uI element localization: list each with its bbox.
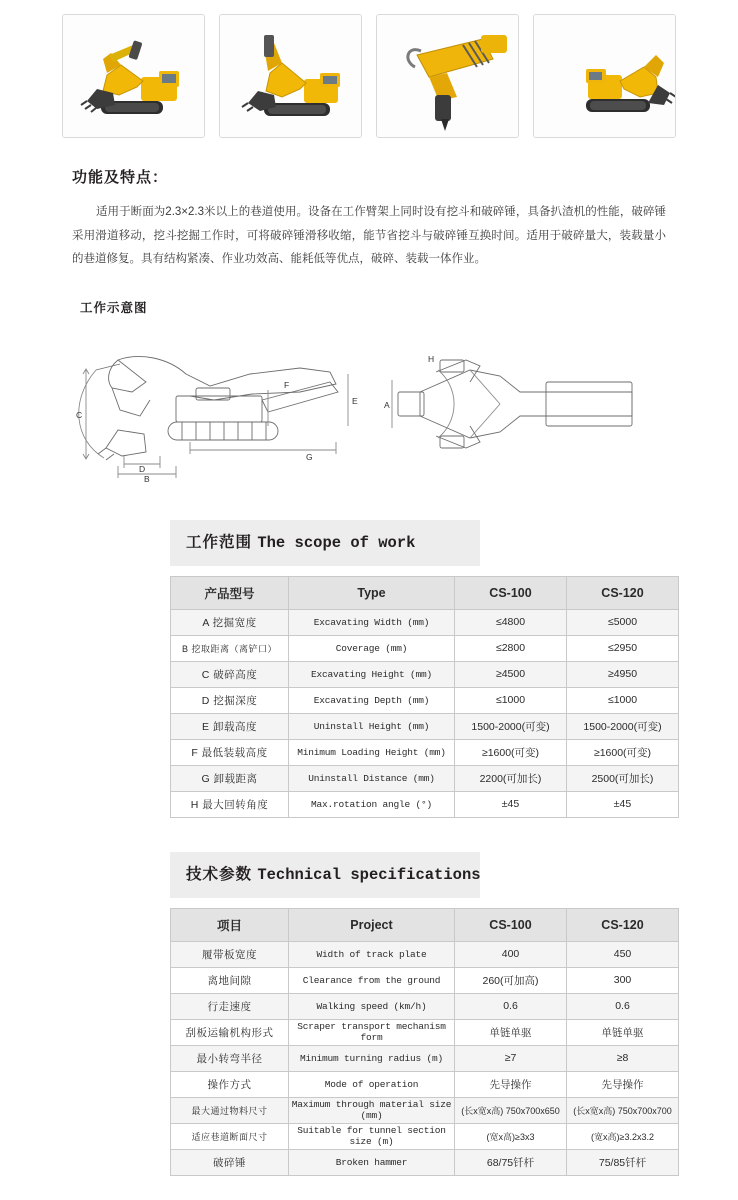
cell-cs100: 1500-2000(可变) (455, 713, 567, 739)
table-row (171, 739, 679, 765)
th-project-cn: 项目 (171, 908, 289, 941)
cell-cs120: 2500(可加长) (567, 765, 679, 791)
cell-en: Minimum Loading Height (mm) (289, 739, 455, 765)
scope-of-work-block (0, 520, 738, 818)
table-header-row (171, 576, 679, 609)
cell-en: Width of track plate (289, 941, 455, 967)
cell-cs100: ≤2800 (455, 635, 567, 661)
table-row (171, 687, 679, 713)
technical-specs-table (170, 908, 679, 1176)
photo-machine-2 (219, 14, 362, 138)
cell-en: Coverage (mm) (289, 635, 455, 661)
cell-cs120: ≤5000 (567, 609, 679, 635)
photo-gallery (0, 0, 738, 138)
cell-cs120: (长x宽x高) 750x700x700 (567, 1097, 679, 1123)
cell-en: Maximum through material size (mm) (289, 1097, 455, 1123)
cell-cs100: ≥4500 (455, 661, 567, 687)
cell-en: Max.rotation angle (°) (289, 791, 455, 817)
svg-text:D: D (139, 463, 146, 474)
table-row (171, 1097, 679, 1123)
cell-label: 适应巷道断面尺寸 (171, 1123, 289, 1149)
cell-en: Clearance from the ground (289, 967, 455, 993)
table-row (171, 1071, 679, 1097)
scope-title-en: The scope of work (257, 533, 416, 552)
table-row (171, 791, 679, 817)
cell-cs100: 400 (455, 941, 567, 967)
cell-label: A 挖掘宽度 (171, 609, 289, 635)
cell-cs100: ≥1600(可变) (455, 739, 567, 765)
th-project-en: Project (289, 908, 455, 941)
cell-cs120: (宽x高)≥3.2x3.2 (567, 1123, 679, 1149)
th-type: Type (289, 576, 455, 609)
svg-text:G: G (306, 451, 313, 462)
cell-en: Uninstall Height (mm) (289, 713, 455, 739)
cell-cs100: ±45 (455, 791, 567, 817)
cell-cs100: 单链单驱 (455, 1019, 567, 1045)
scope-of-work-table (170, 576, 679, 818)
cell-cs120: ≥1600(可变) (567, 739, 679, 765)
cell-en: Excavating Height (mm) (289, 661, 455, 687)
table-row (171, 993, 679, 1019)
cell-cs100: ≤4800 (455, 609, 567, 635)
table-row (171, 1123, 679, 1149)
cell-cs120: 0.6 (567, 993, 679, 1019)
svg-text:B: B (144, 473, 150, 484)
cell-cs120: 75/85钎杆 (567, 1149, 679, 1175)
table-header-row (171, 908, 679, 941)
table-row (171, 713, 679, 739)
cell-label: B 挖取距离（离铲口） (171, 635, 289, 661)
photo-machine-4 (533, 14, 676, 138)
diagram-illustration (0, 330, 738, 520)
diagram-title: 工作示意图 (80, 300, 148, 315)
cell-label: D 挖掘深度 (171, 687, 289, 713)
cell-cs100: (长x宽x高) 750x700x650 (455, 1097, 567, 1123)
photo-machine-1 (62, 14, 205, 138)
cell-label: 行走速度 (171, 993, 289, 1019)
table-row (171, 1045, 679, 1071)
table-row (171, 967, 679, 993)
cell-en: Scraper transport mechanism form (289, 1019, 455, 1045)
cell-label: F 最低装载高度 (171, 739, 289, 765)
cell-label: 破碎锤 (171, 1149, 289, 1175)
cell-cs120: ≥8 (567, 1045, 679, 1071)
cell-label: 履带板宽度 (171, 941, 289, 967)
th-cs100: CS-100 (455, 908, 567, 941)
cell-label: 最小转弯半径 (171, 1045, 289, 1071)
cell-cs120: ≤1000 (567, 687, 679, 713)
th-model: 产品型号 (171, 576, 289, 609)
cell-label: 最大通过物料尺寸 (171, 1097, 289, 1123)
features-section (0, 138, 738, 272)
features-body: 适用于断面为2.3×2.3米以上的巷道使用。设备在工作臂架上同时设有挖斗和破碎锤，具备扒渣机的性能，破碎锤采用滑道移动，挖斗挖掘工作时，可将破碎锤滑移收缩，能节省挖斗与破碎锤互换时间。适用于破碎量大，装载量小的巷道修复。具有结构紧凑、作业功效高、能耗低等优点，破碎、装载一体作业。 (72, 206, 666, 266)
cell-en: Broken hammer (289, 1149, 455, 1175)
specs-title-cn: 技术参数 (186, 865, 253, 883)
table-row (171, 661, 679, 687)
scope-title-cn: 工作范围 (186, 533, 253, 551)
cell-en: Excavating Width (mm) (289, 609, 455, 635)
cell-label: 刮板运输机构形式 (171, 1019, 289, 1045)
table-row (171, 609, 679, 635)
technical-specs-block (0, 852, 738, 1176)
cell-label: H 最大回转角度 (171, 791, 289, 817)
cell-cs120: 300 (567, 967, 679, 993)
cell-cs100: 2200(可加长) (455, 765, 567, 791)
photo-machine-3 (376, 14, 519, 138)
scope-of-work-title (170, 520, 666, 566)
table-row (171, 765, 679, 791)
cell-cs120: 1500-2000(可变) (567, 713, 679, 739)
cell-cs120: 单链单驱 (567, 1019, 679, 1045)
cell-en: Suitable for tunnel section size (m) (289, 1123, 455, 1149)
cell-cs100: 0.6 (455, 993, 567, 1019)
th-cs100: CS-100 (455, 576, 567, 609)
svg-text:C: C (76, 409, 83, 420)
cell-cs100: ≤1000 (455, 687, 567, 713)
cell-cs100: ≥7 (455, 1045, 567, 1071)
svg-text:A: A (384, 399, 390, 410)
svg-text:E: E (352, 395, 358, 406)
table-row (171, 941, 679, 967)
cell-label: 操作方式 (171, 1071, 289, 1097)
cell-label: 离地间隙 (171, 967, 289, 993)
cell-label: E 卸载高度 (171, 713, 289, 739)
table-row (171, 1149, 679, 1175)
technical-specs-title (170, 852, 666, 898)
svg-text:F: F (284, 379, 290, 390)
cell-cs120: ≥4950 (567, 661, 679, 687)
cell-label: C 破碎高度 (171, 661, 289, 687)
cell-label: G 卸载距离 (171, 765, 289, 791)
cell-en: Mode of operation (289, 1071, 455, 1097)
cell-en: Excavating Depth (mm) (289, 687, 455, 713)
cell-cs100: 先导操作 (455, 1071, 567, 1097)
th-cs120: CS-120 (567, 576, 679, 609)
cell-en: Walking speed (km/h) (289, 993, 455, 1019)
cell-cs100: 260(可加高) (455, 967, 567, 993)
cell-cs100: 68/75钎杆 (455, 1149, 567, 1175)
cell-en: Uninstall Distance (mm) (289, 765, 455, 791)
th-cs120: CS-120 (567, 908, 679, 941)
cell-en: Minimum turning radius (m) (289, 1045, 455, 1071)
svg-text:H: H (428, 353, 435, 364)
specs-title-en: Technical specifications (257, 865, 481, 884)
table-row (171, 635, 679, 661)
cell-cs120: ≤2950 (567, 635, 679, 661)
table-row (171, 1019, 679, 1045)
cell-cs100: (宽x高)≥3x3 (455, 1123, 567, 1149)
features-heading: 功能及特点： (72, 169, 169, 186)
cell-cs120: 先导操作 (567, 1071, 679, 1097)
cell-cs120: ±45 (567, 791, 679, 817)
cell-cs120: 450 (567, 941, 679, 967)
